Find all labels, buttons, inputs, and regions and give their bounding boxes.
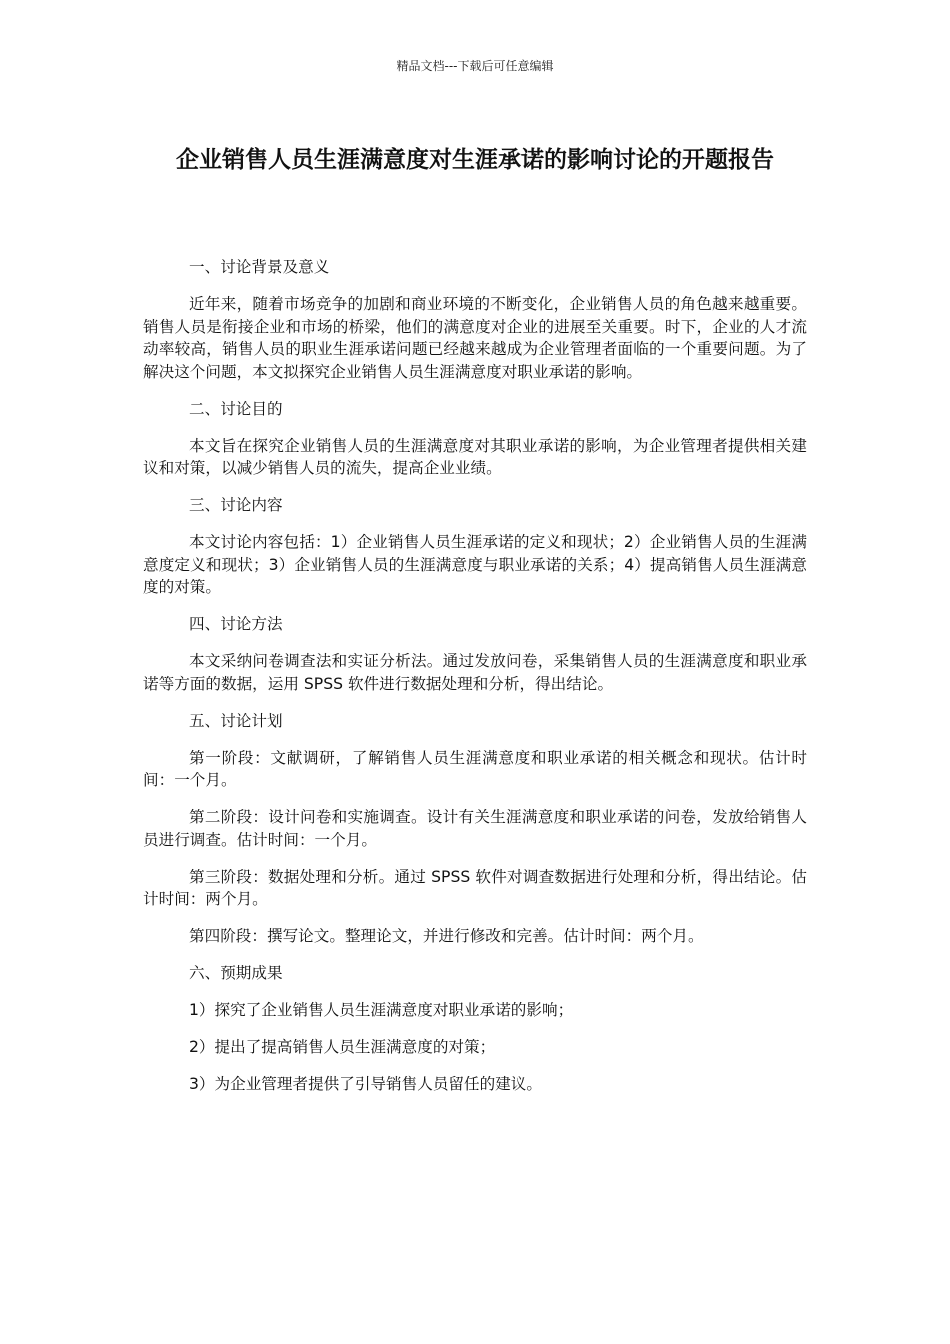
section-heading-outcomes: 六、预期成果 (189, 964, 283, 982)
section-heading-content: 三、讨论内容 (189, 496, 283, 514)
header-note: 精品文档---下载后可任意编辑 (396, 59, 554, 73)
paragraph-plan-stage-2: 第二阶段：设计问卷和实施调查。设计有关生涯满意度和职业承诺的问卷，发放给销售人员进行调查。估计时间：一个月。 (143, 808, 807, 849)
document-body (143, 256, 807, 1110)
outcome-item-2: 2）提出了提高销售人员生涯满意度的对策； (189, 1038, 496, 1056)
outcome-item-3: 3）为企业管理者提供了引导销售人员留任的建议。 (189, 1075, 542, 1093)
paragraph-plan-stage-1: 第一阶段：文献调研，了解销售人员生涯满意度和职业承诺的相关概念和现状。估计时间：一个月。 (143, 748, 807, 789)
document-title: 企业销售人员生涯满意度对生涯承诺的影响讨论的开题报告 (176, 147, 774, 173)
section-heading-purpose: 二、讨论目的 (189, 399, 283, 418)
paragraph-plan-stage-3: 第三阶段：数据处理和分析。通过 SPSS 软件对调查数据进行处理和分析，得出结论。估计时间：两个月。 (143, 867, 807, 908)
outcome-item-1: 1）探究了企业销售人员生涯满意度对职业承诺的影响； (189, 1001, 574, 1019)
paragraph-background: 近年来，随着市场竞争的加剧和商业环境的不断变化，企业销售人员的角色越来越重要。销售人员是衔接企业和市场的桥梁，他们的满意度对企业的进展至关重要。时下，企业的人才流动率较高，销售人员的职业生涯承诺问题已经越来越成为企业管理者面临的一个重要问题。为了解决这个问题，本文拟探究企业销售人员生涯满意度对职业承诺的影响。 (143, 295, 807, 381)
paragraph-purpose: 本文旨在探究企业销售人员的生涯满意度对其职业承诺的影响，为企业管理者提供相关建议和对策，以减少销售人员的流失，提高企业业绩。 (143, 436, 807, 477)
section-heading-plan: 五、讨论计划 (189, 711, 283, 730)
section-heading-method: 四、讨论方法 (189, 615, 283, 633)
paragraph-content: 本文讨论内容包括：1）企业销售人员生涯承诺的定义和现状；2）企业销售人员的生涯满意度定义和现状；3）企业销售人员的生涯满意度与职业承诺的关系；4）提高销售人员生涯满意度的对策。 (143, 533, 807, 596)
section-heading-background: 一、讨论背景及意义 (189, 258, 330, 276)
paragraph-plan-stage-4: 第四阶段：撰写论文。整理论文，并进行修改和完善。估计时间：两个月。 (189, 927, 704, 945)
paragraph-method: 本文采纳问卷调查法和实证分析法。通过发放问卷，采集销售人员的生涯满意度和职业承诺等方面的数据，运用 SPSS 软件进行数据处理和分析，得出结论。 (143, 652, 807, 693)
